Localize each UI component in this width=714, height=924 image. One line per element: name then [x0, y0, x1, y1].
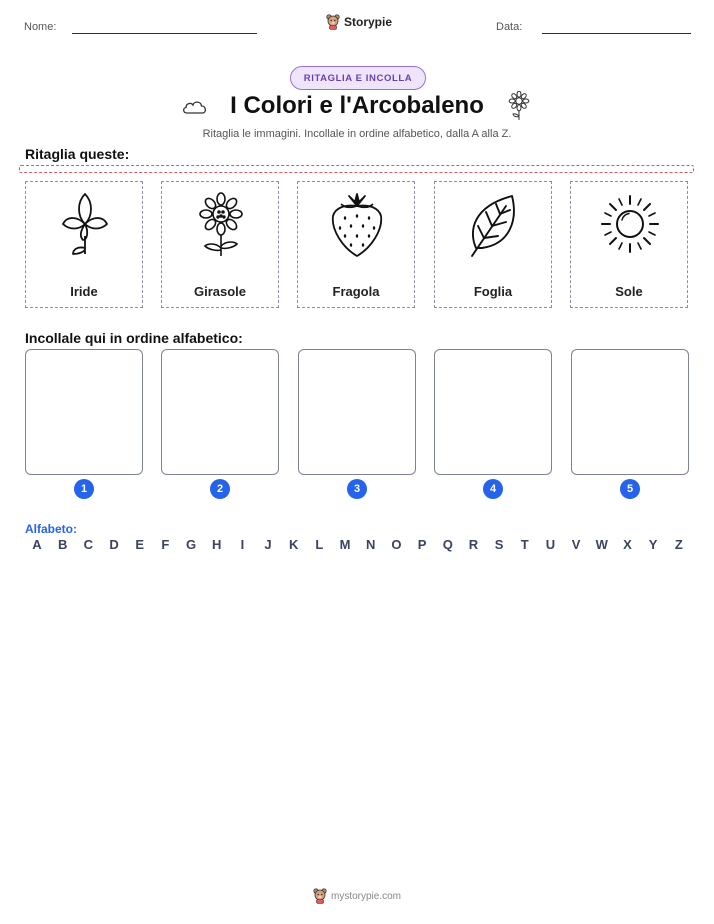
- alphabet-row: [28, 537, 688, 552]
- alphabet-letter-q: Q: [442, 537, 453, 552]
- page-title: I Colori e l'Arcobaleno: [230, 92, 484, 119]
- alphabet-letter-z: Z: [674, 537, 683, 552]
- card-label: Iride: [70, 284, 98, 299]
- cut-line: [19, 165, 694, 173]
- name-line: [72, 33, 257, 34]
- slot-number-1: 1: [74, 479, 94, 499]
- alphabet-letter-m: M: [339, 537, 351, 552]
- alphabet-title: Alfabeto:: [25, 522, 77, 536]
- bear-mascot-icon: [326, 14, 340, 30]
- footer: [0, 888, 714, 904]
- slot-number-3: 3: [347, 479, 367, 499]
- leaf-icon: [462, 190, 526, 260]
- alphabet-letter-j: J: [264, 537, 272, 552]
- small-sunflower-icon: [508, 91, 530, 121]
- alphabet-letter-e: E: [135, 537, 145, 552]
- cut-card-sole[interactable]: [570, 181, 688, 308]
- bear-mascot-icon: [313, 888, 327, 904]
- alphabet-letter-n: N: [366, 537, 376, 552]
- alphabet-letter-t: T: [520, 537, 529, 552]
- date-label: Data:: [496, 21, 523, 33]
- alphabet-letter-k: K: [289, 537, 299, 552]
- alphabet-letter-g: G: [185, 537, 197, 552]
- alphabet-letter-h: H: [212, 537, 222, 552]
- name-label: Nome:: [24, 21, 57, 33]
- sun-icon: [598, 190, 662, 260]
- alphabet-letter-f: F: [161, 537, 170, 552]
- card-label: Sole: [615, 284, 643, 299]
- activity-badge: RITAGLIA E INCOLLA: [290, 66, 426, 90]
- alphabet-letter-y: Y: [648, 537, 658, 552]
- brand-name: Storypie: [344, 15, 393, 29]
- card-label: Girasole: [193, 284, 247, 299]
- slot-number-4: 4: [483, 479, 503, 499]
- iris-flower-icon: [53, 190, 117, 260]
- brand-logo: [326, 14, 392, 30]
- cut-card-foglia[interactable]: [434, 181, 552, 308]
- alphabet-letter-d: D: [109, 537, 119, 552]
- paste-box-1[interactable]: [25, 349, 143, 475]
- card-label: Foglia: [473, 284, 513, 299]
- paste-box-4[interactable]: [434, 349, 552, 475]
- cut-card-girasole[interactable]: [161, 181, 279, 308]
- cut-card-fragola[interactable]: [297, 181, 415, 308]
- paste-section-heading: Incollale qui in ordine alfabetico:: [25, 330, 243, 346]
- alphabet-letter-v: V: [571, 537, 581, 552]
- alphabet-letter-a: A: [32, 537, 42, 552]
- alphabet-letter-w: W: [595, 537, 608, 552]
- alphabet-letter-c: C: [83, 537, 94, 552]
- alphabet-letter-b: B: [57, 537, 68, 552]
- cut-section-heading: Ritaglia queste:: [25, 146, 130, 162]
- cut-card-iride[interactable]: [25, 181, 143, 308]
- alphabet-letter-p: P: [417, 537, 427, 552]
- alphabet-letter-i: I: [240, 537, 245, 552]
- instructions: Ritaglia le immagini. Incollale in ordine alfabetico, dalla A alla Z.: [202, 128, 512, 140]
- alphabet-letter-o: O: [391, 537, 402, 552]
- slot-number-5: 5: [620, 479, 640, 499]
- paste-box-5[interactable]: [571, 349, 689, 475]
- alphabet-letter-r: R: [468, 537, 479, 552]
- alphabet-letter-s: S: [494, 537, 504, 552]
- date-line: [542, 33, 691, 34]
- card-label: Fragola: [332, 284, 380, 299]
- alphabet-letter-l: L: [315, 537, 324, 552]
- alphabet-letter-x: X: [623, 537, 632, 552]
- slot-number-2: 2: [210, 479, 230, 499]
- footer-url: mystorypie.com: [330, 890, 401, 902]
- alphabet-letter-u: U: [545, 537, 556, 552]
- paste-box-3[interactable]: [298, 349, 416, 475]
- strawberry-icon: [325, 190, 389, 260]
- sunflower-icon: [189, 190, 253, 260]
- paste-box-2[interactable]: [161, 349, 279, 475]
